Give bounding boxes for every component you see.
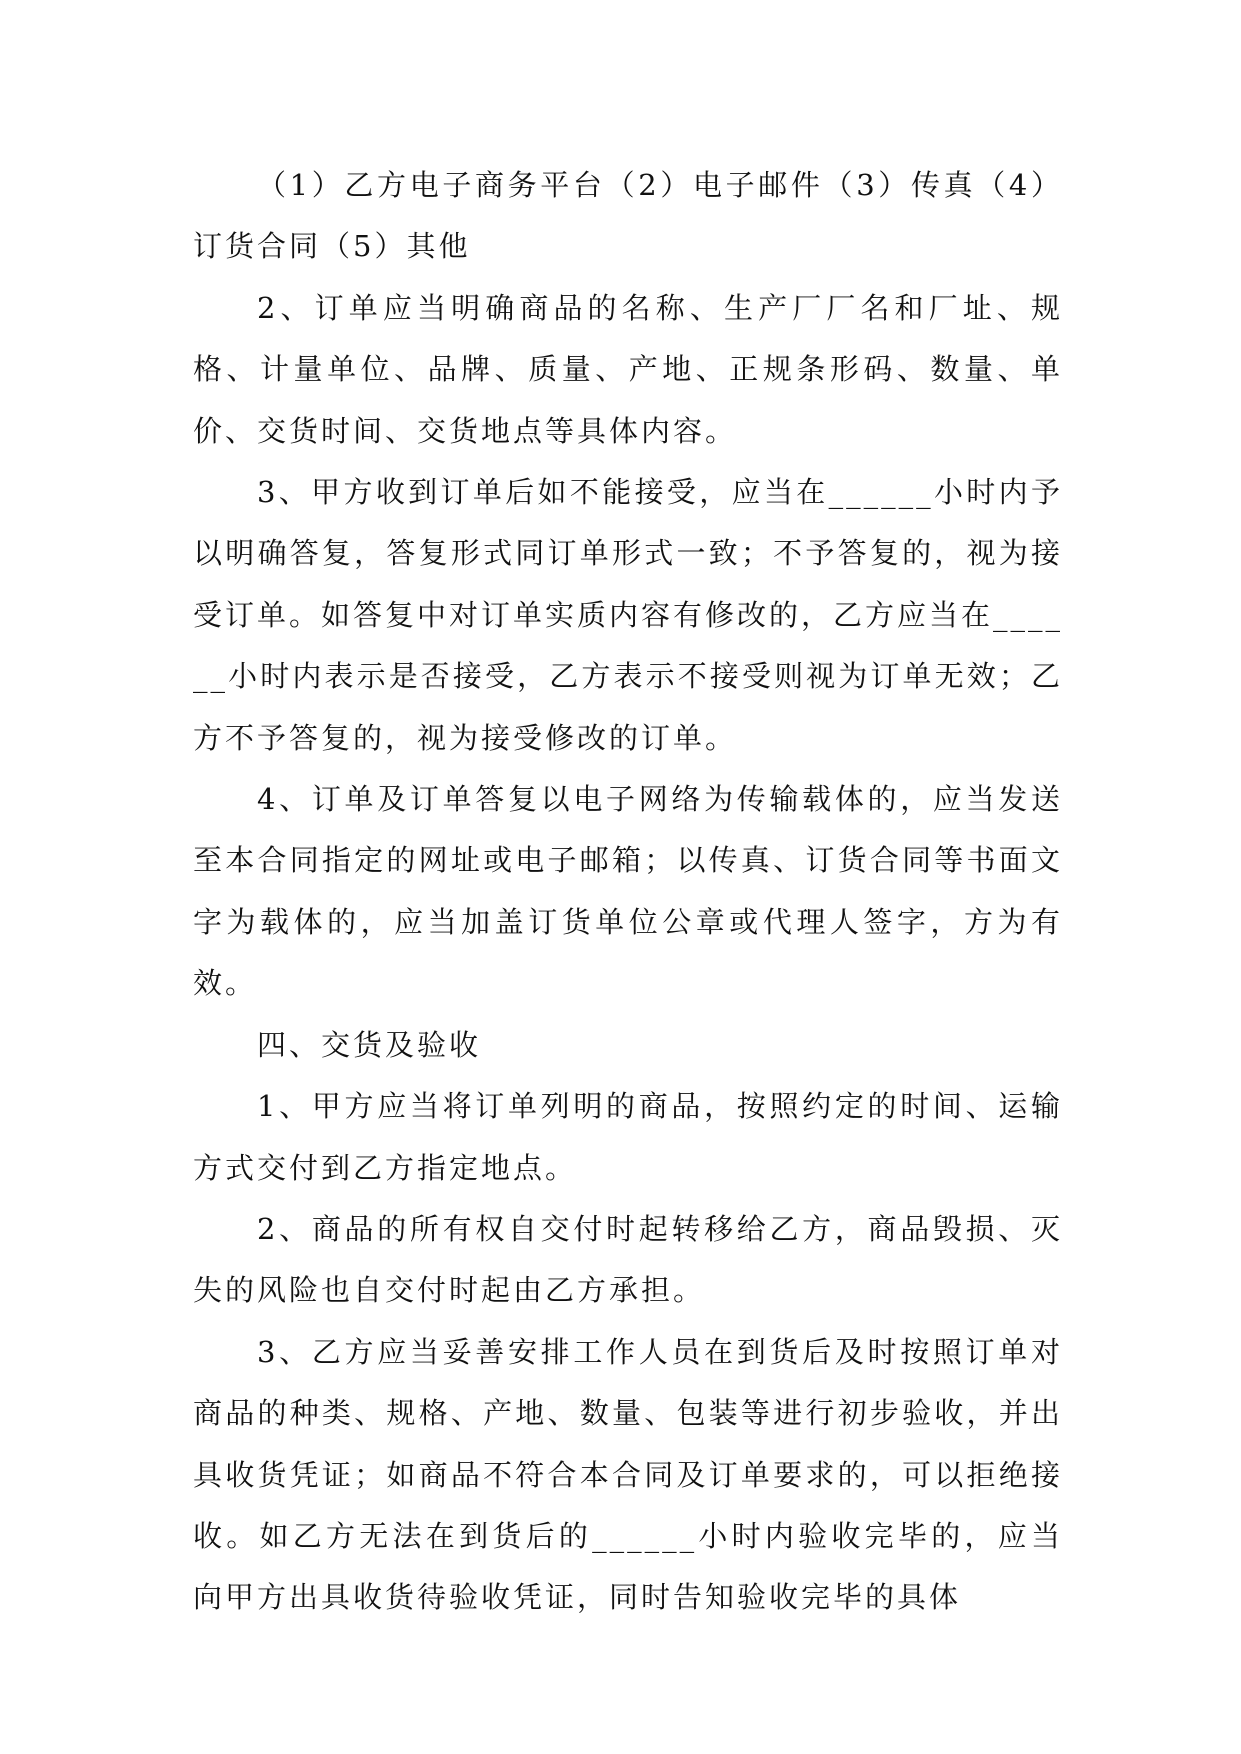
document-body <box>193 155 1063 1629</box>
paragraph-order-contents: 2、订单应当明确商品的名称、生产厂厂名和厂址、规格、计量单位、品牌、质量、产地、正规条形码、数量、单价、交货时间、交货地点等具体内容。 <box>193 290 1063 448</box>
paragraph-delivery-place: 1、甲方应当将订单列明的商品，按照约定的时间、运输方式交付到乙方指定地点。 <box>193 1089 1063 1185</box>
paragraph-order-carrier: 4、订单及订单答复以电子网络为传输载体的，应当发送至本合同指定的网址或电子邮箱；以传真、订货合同等书面文字为载体的，应当加盖订货单位公章或代理人签字，方为有效。 <box>193 782 1063 1001</box>
paragraph-inspection: 3、乙方应当妥善安排工作人员在到货后及时按照订单对商品的种类、规格、产地、数量、包装等进行初步验收，并出具收货凭证；如商品不符合本合同及订单要求的，可以拒绝接收。如乙方无法在到货后的______小时内验收完毕的，应当向甲方出具收货待验收凭证，同时告知验收完毕的具体 <box>193 1334 1063 1615</box>
paragraph-ownership-risk: 2、商品的所有权自交付时起转移给乙方，商品毁损、灭失的风险也自交付时起由乙方承担。 <box>193 1211 1063 1308</box>
paragraph-order-methods: （1）乙方电子商务平台（2）电子邮件（3）传真（4）订货合同（5）其他 <box>193 168 1063 264</box>
section-heading-delivery: 四、交货及验收 <box>257 1027 482 1062</box>
paragraph-order-reply: 3、甲方收到订单后如不能接受，应当在______小时内予以明确答复，答复形式同订单形式一致；不予答复的，视为接受订单。如答复中对订单实质内容有修改的，乙方应当在______小时内表示是否接受，乙方表示不接受则视为订单无效；乙方不予答复的，视为接受修改的订单。 <box>193 475 1064 755</box>
